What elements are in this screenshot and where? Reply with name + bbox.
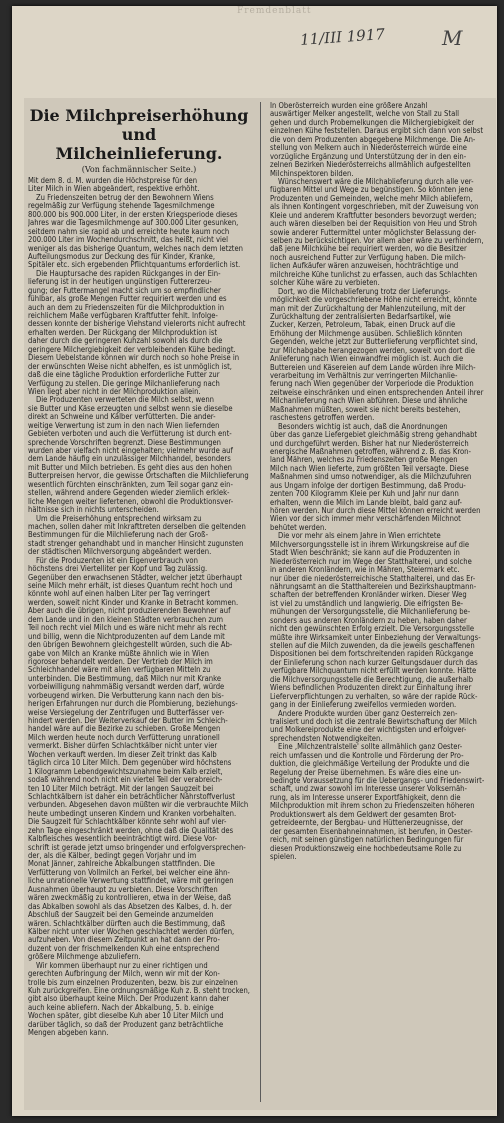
text-line: reich umfassen und die Kontrolle und Förderung der Pro-: [270, 751, 464, 760]
text-line: fühlbar, als große Mengen Futter requiriert werden und es: [28, 295, 227, 304]
text-line: Verfütterung von Vollmilch an Ferkel, bei welcher eine ähn-: [28, 868, 230, 877]
text-line: in anderen Kronländern, wie in Mähren, Steiermark etc.: [270, 566, 460, 575]
text-line: Milch werden heute noch durch Verfütterung unrationell: [28, 733, 220, 742]
text-line: aus Ungarn infolge der dortigen Bestimmung, daß Produ-: [270, 481, 466, 490]
text-line: auch keine abliefern. Nach der Abkalbung, 5. b. einige: [28, 1003, 214, 1012]
text-line: stellen auf die Milch zuwenden, da die jeweils geschaffenen: [270, 642, 475, 650]
text-line: Erhöhung der Milchmenge ausüben. Schließlich könnten: [270, 329, 463, 338]
text-line: fügbaren Mittel und Wege zu begünstigen. So könnten jene: [270, 186, 473, 195]
text-line: das Abkalben sowohl als das Absetzen des Kalbes, d. h. der: [28, 902, 232, 911]
text-line: auch wären dieselben bei der Requisition von Heu und Stroh: [270, 220, 477, 229]
text-line: zeitweise einschränken und einen entsprechenden Anteil ihrer: [270, 388, 484, 397]
text-line: tralisiert und doch ist die zentrale Bewirtschaftung der Milch: [270, 717, 477, 726]
text-line: Die vor mehr als einem Jahre in Wien errichtete: [278, 532, 441, 541]
text-line: seitdem nahm sie rapid ab und erreichte heute kaum noch: [28, 227, 230, 236]
text-line: wären. Schlachtkälber dürften auch die Bestimmung, daß: [28, 919, 226, 928]
right-column: [270, 98, 494, 1110]
text-line: Niederösterreich nur im Wege der Statthalterei, und solche: [270, 557, 472, 566]
text-line: mit Butter und Milch betrieben. Es geht dies aus den hohen: [28, 463, 233, 472]
right-column-text: [270, 102, 494, 861]
text-line: handel wäre auf die Bezirke zu schieben. Große Mengen: [28, 725, 221, 734]
text-line: Anlieferung nach Wien einwandfrei möglich ist. Auch die: [270, 355, 464, 364]
text-line: diesen Produktionszweig eine hochbedeutsame Rolle zu: [270, 844, 462, 853]
text-line: Lieferverpflichtungen zu verhalten, so wäre der rapide Rück-: [270, 692, 478, 701]
text-line: spielen.: [270, 852, 297, 861]
text-line: Wir kommen überhaupt nur zu einer richtigen und: [36, 961, 208, 970]
text-line: mühungen der Versorgungsstelle, die Milchanlieferung be-: [270, 608, 471, 617]
text-line: rung, als im Interesse unserer Exportfähigkeit, denn die: [270, 793, 461, 802]
text-line: raschestens getroffen werden.: [270, 414, 375, 423]
text-line: hören werden. Nur durch diese Mittel können erreicht werden: [270, 507, 481, 515]
text-line: einzelnen Kühe feststellen. Daraus ergibt sich dann von selbst: [270, 127, 484, 136]
text-line: duktion, die gleichmäßige Verteilung der Produkte und die: [270, 760, 470, 769]
text-line: seine Milch mehr erhält, ist dieses Quantum recht hoch und: [28, 582, 233, 590]
text-line: milchreiche Kühe tunlichst zu erfassen, auch das Schlachten: [270, 270, 478, 279]
text-line: sprechende Vorschriften begrenzt. Diese Bestimmungen: [28, 438, 221, 447]
text-line: höchstens drei Viertelliter per Kopf und Tag zulässig.: [28, 565, 208, 574]
text-line: reich, mit seinen günstigen natürlichen Bedingungen für: [270, 836, 464, 845]
text-line: sowie anderer Futtermittel unter möglichster Belassung der-: [270, 228, 477, 237]
article-title-line-2: Milcheinlieferung.: [55, 144, 223, 163]
text-line: daß jene Milchkühe bei requiriert werden, wo die Besitzer: [270, 245, 467, 254]
text-line: Kuh zurückgreifen. Eine ordnungsmäßige Kuh z. B. steht trocken,: [28, 987, 250, 995]
text-line: 800.000 bis 900.000 Liter, in der ersten Kriegsperiode dieses: [28, 210, 238, 219]
text-line: erhalten, wenn die Milch im Lande bleibt, bald ganz auf-: [270, 498, 462, 507]
text-line: daher durch die geringeren Kuhzahl sowohl als durch die: [28, 337, 223, 346]
text-line: möglichkeit die vorgeschriebene Höhe nicht erreicht, könnte: [270, 296, 477, 305]
text-line: vermerkt. Bisher dürfen Schlachtkälber nicht unter vier: [28, 742, 218, 751]
text-line: Kleie und anderem Kraftfutter besonders bevorzugt werden;: [270, 211, 477, 220]
text-line: erhalten werden. Der Rückgang der Milchproduktion ist: [28, 328, 218, 337]
text-line: Liter Milch in Wien abgeändert, respektive erhöht.: [28, 185, 200, 194]
text-line: verbunden. Abgesehen davon müßten wir die verbrauchte Milch: [28, 801, 249, 810]
text-line: direkt an Schweine und Kälber verfütterten. Die ander-: [28, 413, 216, 422]
text-line: nur über die niederösterreichische Statthalterei, und das Er-: [270, 574, 476, 583]
text-line: Eine ‚Milchzentralstelle' sollte allmählich ganz Oester-: [278, 743, 463, 752]
text-line: rigoroser behandelt werden. Der Vertrieb der Milch im: [28, 657, 213, 666]
text-line: Wiens befindlichen Produzenten direkt zur Einhaltung ihrer: [270, 684, 472, 693]
text-line: nährungsamt an die Statthaltereien und Bezirkshauptmann-: [270, 582, 477, 591]
text-line: dem Lande und in den kleinen Städten verbrauchen zum: [28, 615, 224, 624]
text-line: Milchanlieferung nach Wien abführen. Diese und ähnliche: [270, 397, 468, 406]
text-line: Schleichhandel wäre mit allen verfügbaren Mitteln zu: [28, 666, 211, 675]
text-line: den übrigen Bewohnern gleichgestellt würden, such die Ab-: [28, 641, 233, 650]
text-line: der Einlieferung schon nach kurzer Geltungsdauer durch das: [270, 658, 478, 667]
text-line: daß die eine tägliche Produktion erforderliche Futter zur: [28, 371, 220, 380]
text-line: solcher Kühe wäre zu verbieten.: [270, 279, 380, 288]
text-line: Milchinspektoren bilden.: [270, 169, 354, 178]
text-line: getreideernte, der Bergbau- und Hüttenerzeugnisse, der: [270, 819, 464, 828]
text-line: Zucker, Kerzen, Petroleum, Tabak, einen Druck auf die: [270, 321, 456, 330]
text-line: energische Maßnahmen getroffen, während z. B. das Kron-: [270, 447, 471, 456]
handwritten-initials: M: [442, 26, 463, 50]
text-line: und durchgeführt werden. Bisher hat nur Niederösterreich: [270, 439, 469, 448]
text-line: Milch nach Wien lieferte, zum größten Teil versagte. Diese: [270, 464, 469, 473]
text-line: Die Hauptursache des rapiden Rückganges in der Ein-: [36, 269, 221, 278]
article-subtitle: (Von fachmännischer Seite.): [81, 165, 197, 174]
text-line: Wünschenswert wäre die Milchablieferung durch alle ver-: [278, 177, 474, 186]
text-line: täglich circa 10 Liter Milch. Dem gegenüber wird höchstens: [28, 759, 232, 768]
text-line: auch an dem zu Friedenszeiten für die Milchproduktion in: [28, 303, 225, 312]
text-line: Mit dem 8. d. M. wurden die Höchstpreise für den: [28, 177, 198, 185]
text-line: gibt also überhaupt keine Milch. Der Produzent kann daher: [28, 995, 230, 1004]
text-line: noch ausreichend Futter zur Verfügung haben. Die milch-: [270, 253, 466, 262]
text-line: vorzügliche Ergänzung und Unterstützung der in den ein-: [270, 152, 467, 161]
text-line: Zurückhaltung der zentralisierten Bedarfsartikel, wie: [270, 312, 451, 321]
text-line: Maßnahmen müßten, soweit sie nicht bereits bestehen,: [270, 405, 461, 414]
text-line: wären zweckmäßig zu kontrollieren, etwa in der Weise, daß: [28, 894, 232, 903]
text-line: sprechendsten Notwendigkeiten.: [270, 734, 383, 743]
text-line: nicht den gewünschten Erfolg erzielt. Die Versorgungsstelle: [270, 625, 475, 634]
text-line: Wien vor der sich immer mehr verschärfenden Milchnot: [270, 515, 461, 524]
text-line: zenten 700 Kilogramm Kleie per Kuh und Jahr nur dann: [270, 490, 459, 499]
text-line: 1 Kilogramm Lebendgewichtszunahme beim Kalb erzielt,: [28, 767, 223, 776]
text-line: regelmäßig zur Verfügung stehende Tagesmilchmenge: [28, 202, 215, 211]
text-line: aufzuheben. Von diesem Zeitpunkt an hat dann der Pro-: [28, 936, 220, 945]
text-line: sodaß während noch nicht ein viertel Teil der verabreich-: [28, 776, 223, 785]
text-line: als ihnen Kontingent vorgeschrieben, mit der Zuweisung von: [270, 203, 479, 212]
text-line: Ausnahmen überhaupt zu verbieten. Diese Vorschriften: [28, 885, 218, 894]
text-line: wurden aber vielfach nicht eingehalten; vielmehr wurde auf: [28, 447, 233, 455]
text-line: Verfügung zu stellen. Die geringe Milchanlieferung nach: [28, 379, 220, 388]
text-line: weise Versiegelung der Zentrifugen und Butterfässer ver-: [28, 708, 225, 717]
text-line: Milchversorgungsstelle ist in ihrem Wirkungskreise auf die: [270, 540, 470, 549]
text-line: Schlachtkälbern ist daher ein beträchtlicher Nährstoffverlust: [28, 792, 235, 801]
text-line: sie Butter und Käse erzeugten und selbst wenn sie dieselbe: [28, 404, 233, 413]
text-line: der städtischen Milchversorgung abgeändert werden.: [28, 548, 212, 557]
text-line: duzent von der frischmelkenden Kuh eine entsprechend: [28, 944, 220, 953]
text-line: man mit der Zurückhaltung der Mahlenzuteilung, mit der: [270, 304, 466, 313]
text-line: Regelung der Preise übernehmen. Es wäre dies eine un-: [270, 768, 462, 777]
text-line: behütet werden.: [270, 523, 327, 532]
column-rule: [260, 102, 261, 1102]
text-line: schaft, und zwar sowohl im Interesse unserer Volksernäh-: [270, 785, 467, 794]
text-line: die Milchversorgungsstelle die Berechtigung, die außerhalb: [270, 675, 474, 684]
text-line: liche Mengen weiter liefertenen, obwohl die Produktionsver-: [28, 497, 234, 506]
left-column: [28, 98, 250, 1110]
text-line: Die Produzenten verwerteten die Milch selbst, wenn: [36, 396, 215, 405]
text-line: ferung nach Wien gegenüber der Vorperiode die Produktion: [270, 380, 474, 389]
text-line: Maßnahmen sind umso notwendiger, als die Milchzufuhren: [270, 473, 472, 482]
text-line: Besonders wichtig ist auch, daß die Anordnungen: [278, 422, 448, 431]
text-line: Dort, wo die Milchablieferung trotz der Lieferungs-: [278, 287, 451, 296]
text-line: Aber auch die übrigen, nicht produzierenden Bewohner auf: [28, 607, 231, 616]
text-line: Spitäler etc. sich ergebenden Pflichtquantums erforderlich ist.: [28, 261, 241, 270]
text-line: vorbeiwilligung nahmmäßig versandt werden darf, würde: [28, 683, 225, 692]
text-line: Produktionswert als dem Geldwert der gesamten Brot-: [270, 810, 457, 819]
text-line: hindert werden. Der Weiterverkauf der Butter im Schleich-: [28, 717, 228, 725]
text-line: Milchproduktion mit ihrem schon zu Friedenszeiten höheren: [270, 802, 475, 811]
text-line: lieferung ist in der heutigen ungünstigen Futtererzeu-: [28, 278, 212, 287]
text-line: Buttereien und Käsereien auf dem Lande würden ihre Milch-: [270, 363, 476, 372]
text-line: verarbeitung im Verhältnis zur verringerten Milchanlie-: [270, 372, 458, 380]
text-line: Butterpreisen hervor, die gewisse Ortschaften die Milchlieferung: [28, 472, 249, 481]
text-line: Gebieten verboten und auch die Verfütterung ist durch ent-: [28, 430, 232, 439]
text-line: 200.000 Liter im Wochendurchschnitt, das heißt, nicht viel: [28, 236, 228, 245]
text-line: weitige Verwertung ist zum in den nach Wien liefernden: [28, 421, 220, 430]
text-line: könnte wohl auf einen halben Liter per Tag verringert: [28, 590, 211, 599]
text-line: Für die Produzenten ist ein Eigenverbrauch von: [36, 556, 198, 565]
text-line: Gegenden, welche jetzt zur Butterlieferung verpflichtet sind,: [270, 338, 478, 347]
text-line: ten 10 Liter Milch beträgt. Mit der langen Saugzeit bei: [28, 784, 214, 793]
masthead-remnant: Fremdenblatt: [237, 6, 312, 16]
text-line: Mengen abgeben kann.: [28, 1029, 109, 1038]
text-line: bedingte Voraussetzung für die Uebergangs- und Friedenswirt-: [270, 777, 485, 785]
text-line: heute umbedingt unseren Kindern und Kranken vorbehalten.: [28, 809, 237, 818]
text-line: der erwünschten Weise nicht abhelfen, es ist unmöglich ist,: [28, 362, 232, 371]
text-line: die von dem Produzenten abgegebene Milchmenge. Die An-: [270, 135, 476, 144]
text-line: schaften der betreffenden Kronländer wirken. Dieser Weg: [270, 591, 467, 600]
text-line: darüber täglich, so daß der Produzent ganz beträchtliche: [28, 1020, 224, 1029]
left-column-text: [28, 177, 250, 1038]
text-line: land Mähren, welches zu Friedenszeiten große Mengen: [270, 456, 458, 465]
text-line: gang in der Einlieferung zweifellos vermieden worden.: [270, 701, 457, 710]
text-line: Produzenten und Gemeinden, welche mehr Milch abliefern,: [270, 194, 473, 203]
text-line: stadt strenger gehandhabt und in mancher Hinsicht zugunsten: [28, 539, 244, 548]
text-line: werden, soweit nicht Kinder und Kranke in Betracht kommen.: [28, 598, 239, 607]
text-line: größere Milchmenge abzuliefern.: [28, 953, 141, 962]
text-line: verfügbare Milchquantum nicht erfüllt werden konnte. Hätte: [270, 667, 477, 676]
text-line: ist viel zu umständlich und langwierig. Die eifrigsten Be-: [270, 599, 464, 608]
text-line: gung; der Futtermangel macht sich um so empfindlicher: [28, 286, 221, 295]
text-line: zelnen Bezirken Niederösterreichs allmählich aufgestellten: [270, 161, 471, 170]
article-title-line-1: Die Milchpreiserhöhung und: [29, 106, 249, 144]
text-line: stellung von Melkern auch in Niederösterreich würde eine: [270, 144, 467, 153]
text-line: und Molkereiprodukte eine der wichtigsten und erfolgver-: [270, 726, 467, 735]
text-line: liche unrationelle Verwertung stattfindet, wäre mit geringen: [28, 877, 234, 886]
text-line: Kälber nicht unter vier Wochen geschlachtet werden dürfen,: [28, 927, 235, 936]
text-line: Zu Friedenszeiten betrug der den Bewohnern Wiens: [36, 193, 214, 202]
text-line: Jahres war die Tagesmilchmenge auf 300.000 Liter gesunken,: [28, 219, 239, 228]
text-line: selben zu berücksichtigen. Vor allem aber wäre zu verhindern,: [270, 237, 484, 245]
handwritten-date: 11/III 1917: [299, 25, 386, 49]
text-line: Diesem Uebelstande können wir durch noch so hohe Preise in: [28, 354, 240, 363]
text-line: der, als die Kälber, bedingt gegen Vorjahr und im: [28, 852, 197, 860]
text-line: trolle bis zum einzelnen Produzenten, bezw. bis zur einzelnen: [28, 978, 238, 987]
text-line: Monat Jänner, zahlreiche Abkalbungen stattfinden. Die: [28, 860, 215, 869]
text-line: weniger als das bisherige Quantum, welches nach dem letzten: [28, 244, 244, 253]
text-line: Um die Preiserhöhung entsprechend wirksam zu: [36, 514, 202, 523]
text-line: Aufteilungsmodus zur Deckung des für Kinder, Kranke,: [28, 252, 215, 261]
newspaper-clipping: [24, 98, 496, 1110]
text-line: Gegenüber den erwachsenen Städter, welcher jetzt überhaupt: [28, 573, 243, 582]
text-line: lichen Aufkäufer wären anzuweisen, hochträchtige und: [270, 262, 459, 271]
text-line: Andere Produkte wurden über ganz Oesterreich zen-: [278, 709, 458, 718]
text-line: müßte ihre Wirksamkeit unter Einbeziehung der Verwaltungs-: [270, 633, 481, 642]
text-line: über das ganze Liefergebiet gleichmäßig streng gehandhabt: [270, 431, 478, 440]
text-line: dem Lande häufig ein unzulässiger Milchhandel, besonders: [28, 455, 231, 464]
text-line: zur Milchabgabe herangezogen werden, soweit von dort die: [270, 346, 475, 355]
text-line: geringere Milchergiebigkeit der verbleibenden Kühe bedingt.: [28, 345, 236, 354]
text-line: Wochen später, gibt dieselbe Kuh aber 10 Liter Milch und: [28, 1012, 224, 1021]
text-line: wesentlich fürchten einschränkten, zum Teil sogar ganz ein-: [28, 480, 233, 489]
text-line: dessen konnte der bisherige Viehstand vielerorts nicht aufrecht: [28, 320, 246, 329]
text-line: schrift ist gerade jetzt umso bringender und erfolgversprechen-: [28, 843, 246, 852]
text-line: Abschluß der Saugzeit bei den Gemeinde anzumelden: [28, 911, 214, 920]
text-line: und billig, wenn die Nichtproduzenten auf dem Lande mit: [28, 632, 225, 641]
text-line: Wien liegt aber nicht in der Milchproduktion allein.: [28, 387, 201, 396]
text-line: hältnisse sich in nichts unterscheiden.: [28, 506, 159, 515]
text-line: Dispositionen bei dem fortschreitenden rapiden Rückgange: [270, 650, 474, 659]
text-line: unterbinden. Die Bestimmung, daß Milch nur mit Kranke: [28, 674, 222, 683]
text-line: zehn Tage eingeschränkt werden, ohne daß die Qualität des: [28, 826, 234, 835]
text-line: stellen, während andere Gegenden wieder ziemlich erklek-: [28, 489, 230, 498]
text-line: vorbeugend wirken. Die Verbutterung kann nach den bis-: [28, 691, 224, 700]
text-line: gerechten Aufbringung der Milch, wenn wir mit der Kon-: [28, 970, 220, 979]
text-line: reichlichem Maße verfügbaren Kraftfutter fehlt. Infolge-: [28, 312, 218, 320]
text-line: gabe von Milch an Kranke müßte ähnlich wie in Wien: [28, 649, 209, 658]
text-line: gehen und durch Probemelkungen die Milchergiebigkeit der: [270, 118, 475, 127]
text-line: Die Saugzeit für Schlachtkälber könnte sehr wohl auf vier-: [28, 818, 227, 827]
text-line: der gesamten Eisenbahneinnahmen, ist berufen, in Oester-: [270, 827, 473, 836]
text-line: Teil noch recht viel Milch und es wäre nicht mehr als recht: [28, 624, 227, 633]
text-line: herigen Erfahrungen nur durch die Plombierung, beziehungs-: [28, 700, 238, 709]
text-line: Bestimmungen für die Milchlieferung nach der Groß-: [28, 531, 209, 540]
text-line: Kalbfleisches wesentlich beeinträchtigt wird. Diese Vor-: [28, 835, 218, 844]
text-line: auswärtiger Melker angestellt, welche von Stall zu Stall: [270, 110, 460, 119]
text-line: Stadt Wien beschränkt; sie kann auf die Produzenten in: [270, 549, 460, 558]
text-line: Wochen verkauft werden. Im dieser Zeit trinkt das Kalb: [28, 750, 217, 759]
text-line: machen, sollen daher mit Inkrafttreten derselben die geltenden: [28, 522, 246, 531]
text-line: In Oberösterreich wurden eine größere Anzahl: [270, 102, 428, 110]
article-title: [28, 106, 250, 163]
text-line: sonders aus anderen Kronländern zu heben, haben daher: [270, 616, 467, 625]
